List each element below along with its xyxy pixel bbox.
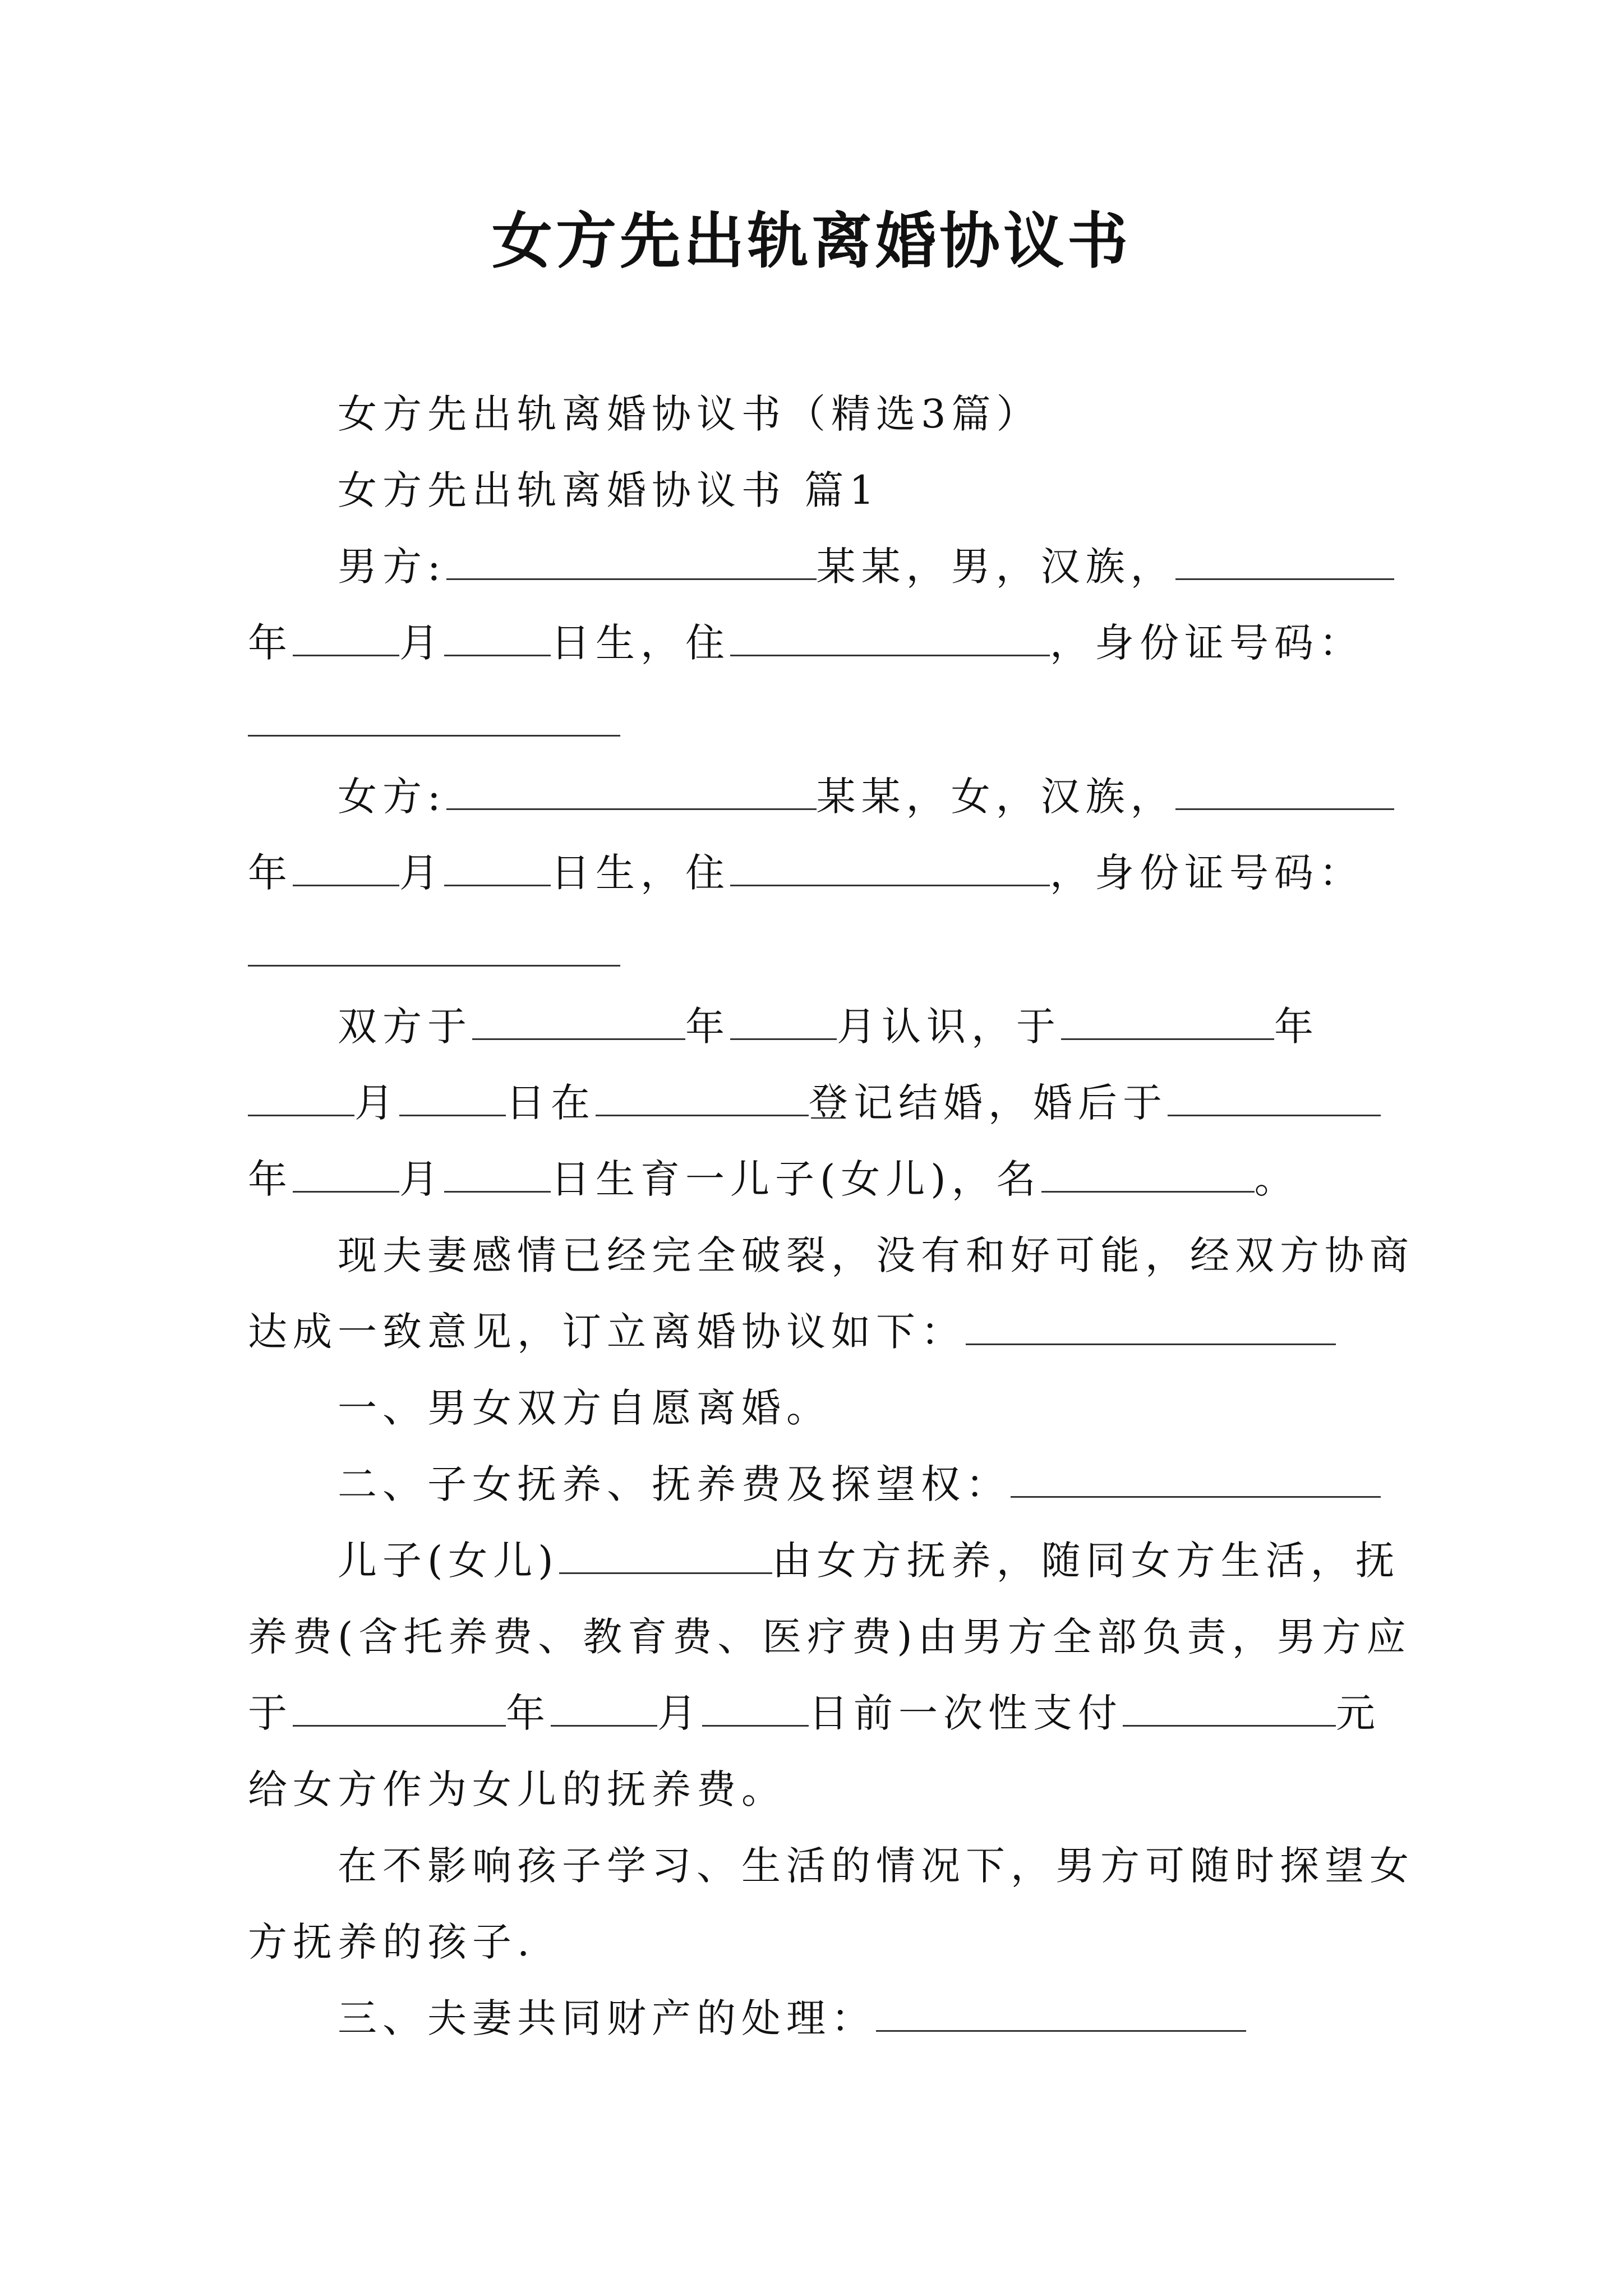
text-span: 三、夫妻共同财产的处理： [338,1995,876,2041]
text-span: 儿子(女儿) [338,1538,559,1584]
female-line-1 [248,770,1386,823]
document-title: 女方先出轨离婚协议书 [491,206,1131,277]
text-span: 年 [1274,1004,1319,1050]
meet-line-2 [248,1076,1386,1130]
text-span: 。 [1254,1156,1299,1202]
text-span: 由女方抚养，随同女方生活，抚 [772,1538,1400,1584]
blank-field [1061,1036,1274,1040]
birth-label: 日生，住 [551,850,730,896]
year-label: 年 [248,620,293,666]
blank-field [444,652,551,656]
text-span: 二、子女抚养、抚养费及探望权： [338,1461,1011,1507]
blank-field [399,1112,506,1116]
text-span: 于 [248,1690,293,1736]
blank-field [1011,1494,1381,1498]
clause-1: 一、男女双方自愿离婚。 [338,1385,831,1431]
text-span: 年 [685,1004,730,1050]
female-identity: 某某，女，汉族， [816,774,1175,820]
blank-field [1168,1112,1381,1116]
blank-field [559,1570,772,1574]
blank-field [444,1189,551,1193]
year-label: 年 [248,850,293,896]
id-label: ，身份证号码： [1050,620,1364,666]
custody-line-1 [248,1534,1400,1588]
blank-field [446,806,817,810]
text-span: 元 [1336,1690,1381,1736]
part-heading: 女方先出轨离婚协议书 篇1 [338,467,880,513]
blank-field [293,882,399,886]
female-label: 女方: [338,774,446,820]
blank-field [966,1341,1336,1345]
blank-field [1175,806,1394,810]
month-label: 月 [399,620,444,666]
text-span: 年 [248,1156,293,1202]
clause-3 [248,1991,1386,2045]
text-span: 月认识，于 [837,1004,1061,1050]
blank-field [472,1036,685,1040]
visit-line-1: 在不影响孩子学习、生活的情况下，男方可随时探望女 [338,1843,1414,1889]
male-line-1 [248,540,1386,593]
blank-field [293,1723,506,1727]
text-span: 登记结婚，婚后于 [809,1080,1168,1126]
custody-line-2: 养费(含托养费、教育费、医疗费)由男方全部负责，男方应 [248,1614,1412,1660]
text-span: 双方于 [338,1004,472,1050]
subtitle: 女方先出轨离婚协议书（精选3篇） [338,391,1041,437]
meet-line-1 [248,1000,1386,1053]
blank-field [702,1723,809,1727]
blank-field [293,652,399,656]
blank-field [730,1036,837,1040]
blank-field [596,1112,809,1116]
breakdown-line-1: 现夫妻感情已经完全破裂，没有和好可能，经双方协商 [338,1232,1414,1278]
text-span: 月 [399,1156,444,1202]
blank-field [444,882,551,886]
blank-field [1175,576,1394,580]
text-span: 日生育一儿子(女儿)，名 [551,1156,1041,1202]
blank-field [730,882,1050,886]
blank-field [293,1189,399,1193]
male-label: 男方: [338,544,446,590]
blank-field [248,1112,354,1116]
custody-line-3 [248,1686,1386,1740]
month-label: 月 [399,850,444,896]
blank-field [1123,1723,1336,1727]
text-span: 日在 [506,1080,596,1126]
text-span: 日前一次性支付 [809,1690,1123,1736]
text-span: 达成一致意见，订立离婚协议如下： [248,1309,966,1355]
text-span: 月 [657,1690,702,1736]
blank-field [551,1723,657,1727]
birth-label: 日生，住 [551,620,730,666]
male-identity: 某某，男，汉族， [816,544,1175,590]
breakdown-line-2 [248,1305,1386,1359]
id-label: ，身份证号码： [1050,850,1364,896]
text-span: 月 [354,1080,399,1126]
male-line-2 [248,616,1386,670]
custody-line-4: 给女方作为女儿的抚养费。 [248,1766,786,1812]
text-span: 年 [506,1690,551,1736]
blank-field [1041,1189,1255,1193]
meet-line-3 [248,1152,1386,1206]
blank-field [248,965,620,967]
blank-field [730,652,1050,656]
clause-2 [248,1457,1386,1511]
blank-field [248,735,620,737]
visit-line-2: 方抚养的孩子. [248,1919,536,1965]
female-line-2 [248,846,1386,900]
blank-field [446,576,817,580]
blank-field [876,2028,1246,2032]
